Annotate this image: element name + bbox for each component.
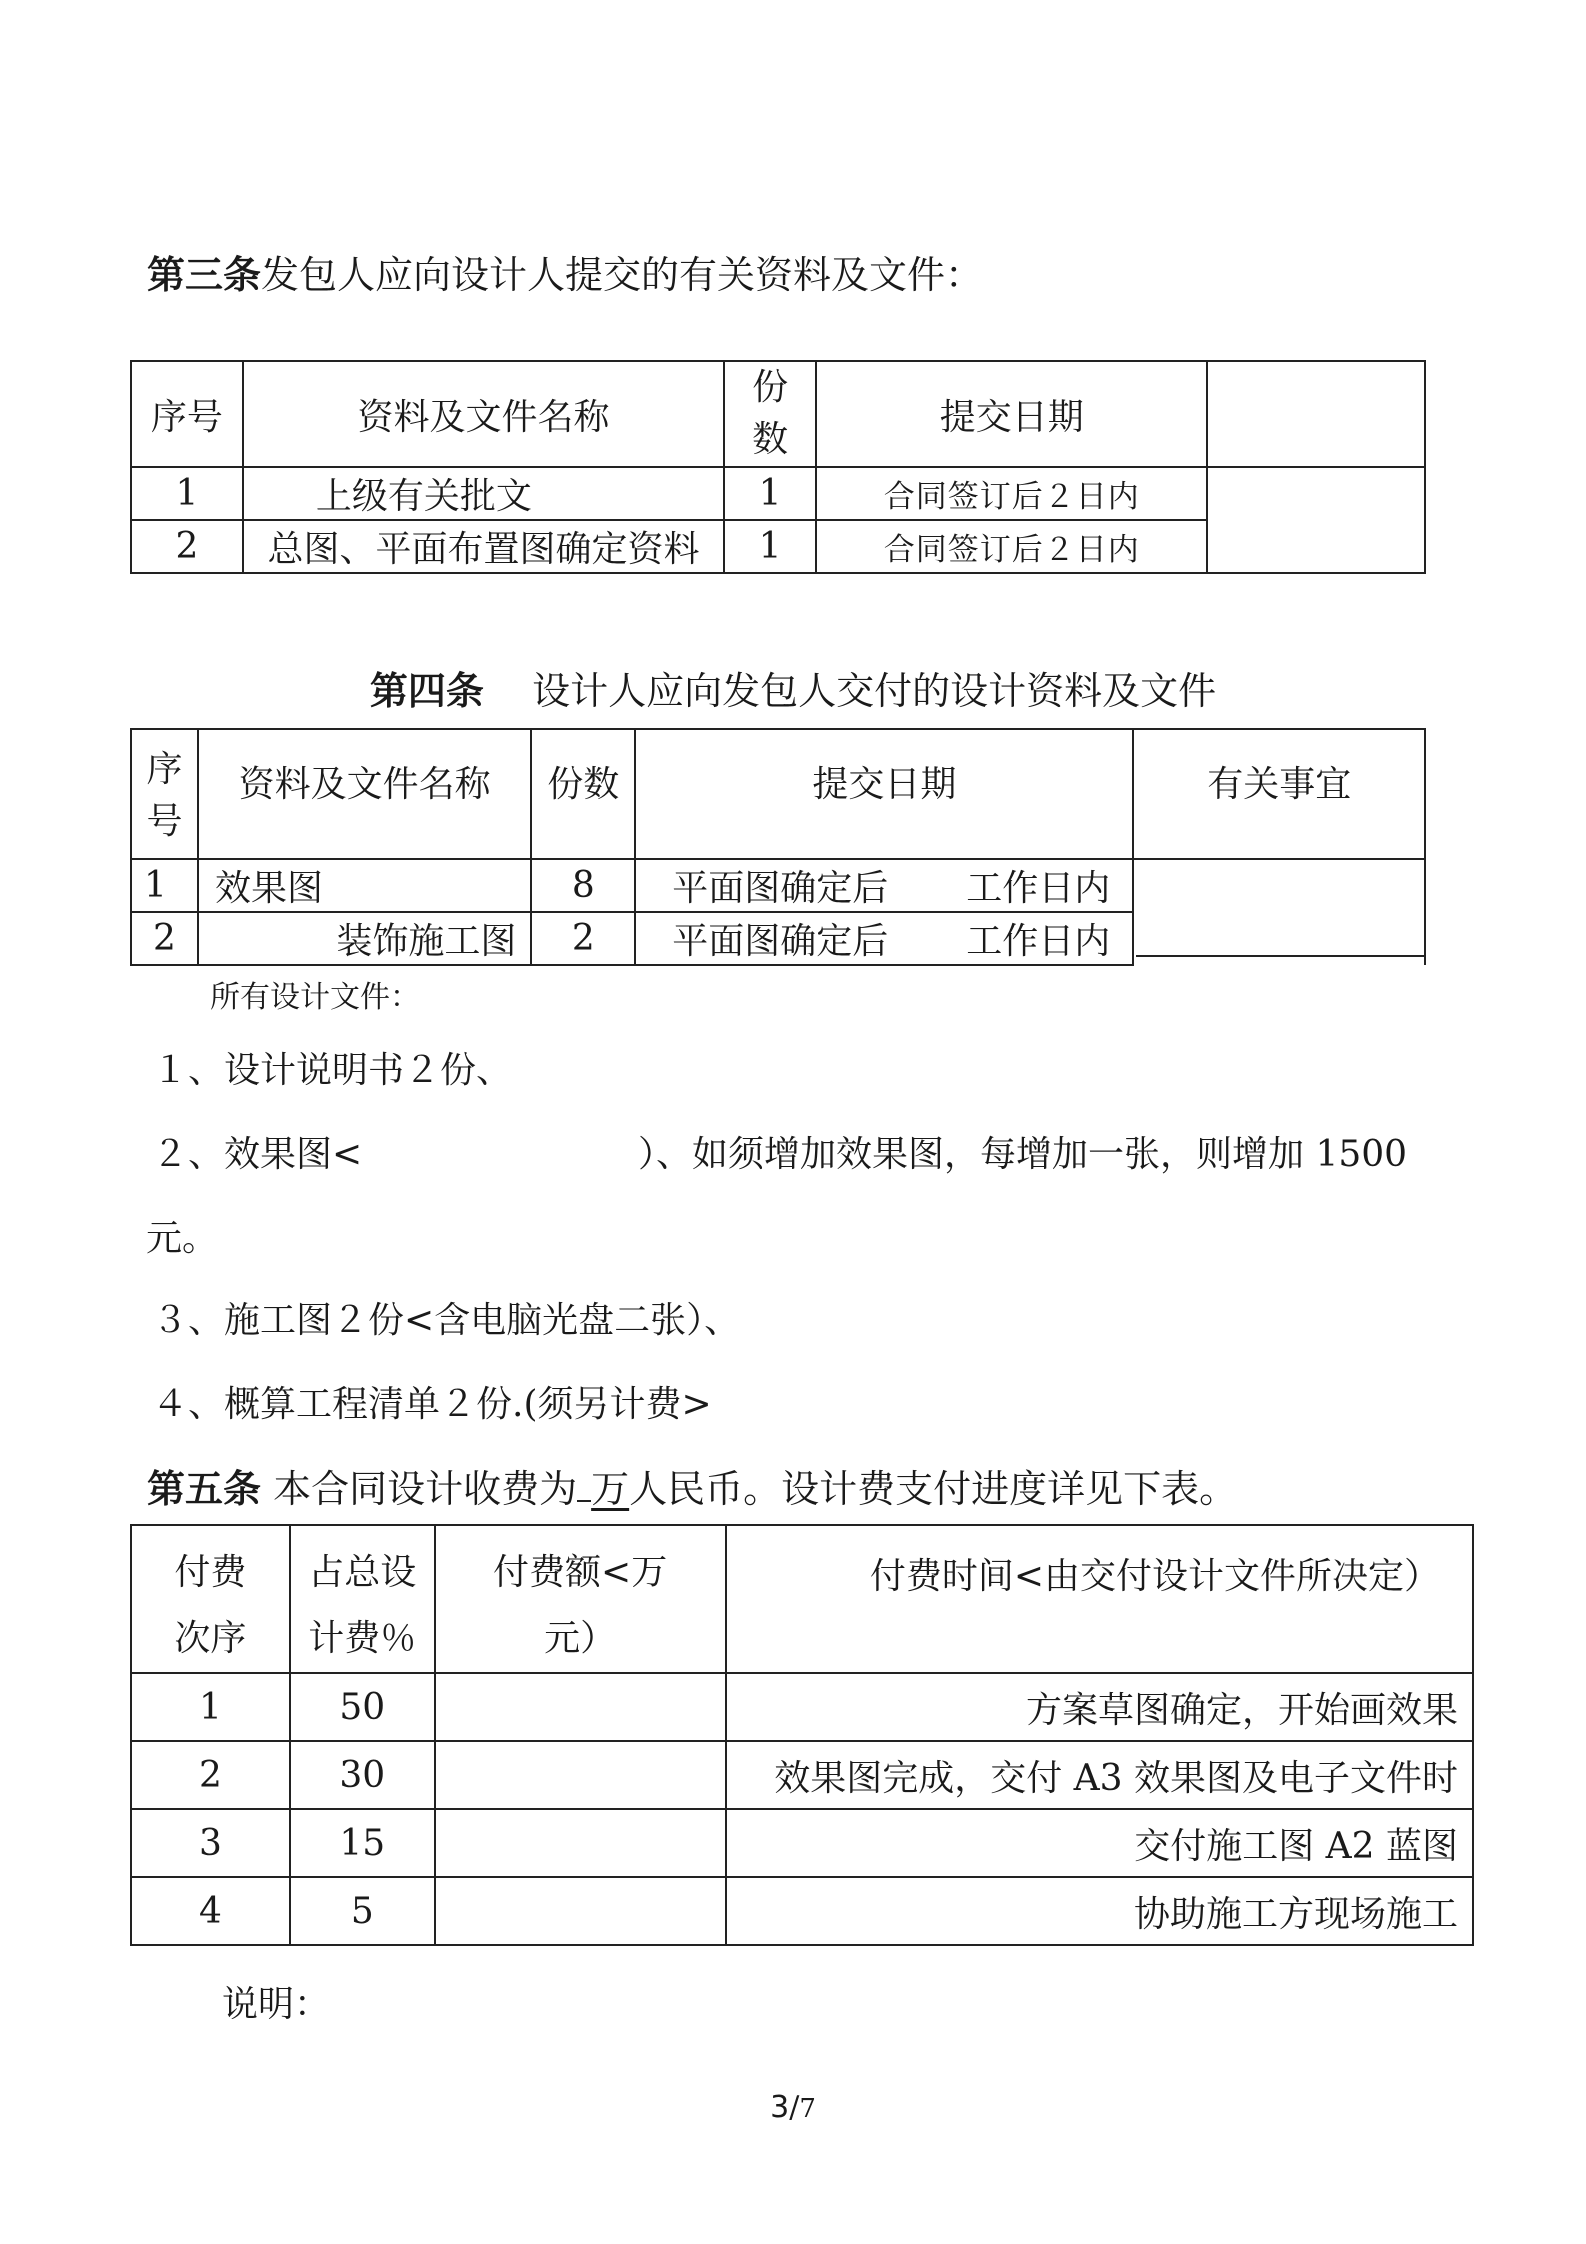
cell-time: 交付施工图 A2 蓝图 — [726, 1809, 1473, 1877]
table-row — [131, 467, 1425, 520]
header-cell: 资料及文件名称 — [243, 361, 724, 467]
header-cell: 资料及文件名称 — [198, 729, 531, 859]
cell-time: 协助施工方现场施工 — [726, 1877, 1473, 1945]
cell-copies: 1 — [724, 520, 816, 573]
cell-amount — [435, 1877, 726, 1945]
article4-text: 设计人应向发包人交付的设计资料及文件 — [532, 669, 1217, 713]
article5-label: 第五条 — [147, 1467, 262, 1511]
article5-amount: 万 — [591, 1467, 630, 1511]
header-cell: 提交日期 — [635, 729, 1133, 859]
cell-time: 方案草图确定，开始画效果 — [726, 1673, 1473, 1741]
date-part-b: 工作日内 — [966, 921, 1111, 962]
article3-label: 第三条 — [147, 253, 262, 297]
cell-no: 1 — [131, 467, 243, 520]
list-item: ）、如须增加效果图，每增加一张，则增加 1500 — [638, 1134, 1408, 1175]
table-row — [131, 1877, 1473, 1945]
header-cell — [131, 1525, 290, 1673]
article3-table — [130, 360, 1426, 574]
cell-date — [635, 912, 1133, 965]
article3-text: 发包人应向设计人提交的有关资料及文件： — [261, 253, 984, 297]
cell-percent: 50 — [290, 1673, 435, 1741]
header-copies: 份数 — [752, 367, 789, 460]
header-cell: 序号 — [131, 361, 243, 467]
header-no: 序号 — [146, 749, 183, 842]
list-item: 元。 — [146, 1218, 219, 1259]
article3-heading — [147, 244, 983, 299]
header-percent: 占总设计费％ — [308, 1552, 417, 1659]
note-label: 说明： — [222, 1984, 331, 2025]
cell-amount — [435, 1809, 726, 1877]
page-total: 7 — [799, 2094, 816, 2124]
article5-text-before: 本合同设计收费为 — [273, 1467, 578, 1511]
cell-copies: 1 — [724, 467, 816, 520]
list-item: ２、效果图< — [152, 1134, 363, 1175]
cell-percent: 5 — [290, 1877, 435, 1945]
table-row — [131, 1809, 1473, 1877]
article5-heading — [147, 1458, 1237, 1513]
list-item: １、设计说明书２份、 — [152, 1050, 513, 1091]
cell-copies: 2 — [531, 912, 635, 965]
table-row — [131, 859, 1425, 912]
cell-name: 上级有关批文 — [243, 467, 724, 520]
header-cell: 付费时间<由交付设计文件所决定） — [726, 1525, 1473, 1673]
date-part-b: 工作日内 — [966, 868, 1111, 909]
header-cell — [290, 1525, 435, 1673]
page-current: 3 — [770, 2090, 790, 2125]
header-cell: 提交日期 — [816, 361, 1207, 467]
cell-no: 1 — [131, 859, 198, 912]
article4-label: 第四条 — [369, 669, 484, 713]
cell-amount — [435, 1673, 726, 1741]
header-order: 付费次序 — [174, 1552, 247, 1659]
page-number: 3/7 — [770, 2090, 816, 2125]
article4-table — [130, 728, 1426, 966]
all-files-label: 所有设计文件： — [210, 980, 420, 1015]
header-amount: 付费额<万元） — [493, 1552, 668, 1659]
cell-no: 2 — [131, 912, 198, 965]
cell-date: 合同签订后２日内 — [816, 520, 1207, 573]
cell-no: 4 — [131, 1877, 290, 1945]
date-part-a: 平面图确定后 — [672, 921, 889, 962]
table-row — [131, 1741, 1473, 1809]
cell-time: 效果图完成，交付 A3 效果图及电子文件时 — [726, 1741, 1473, 1809]
cell-no: 2 — [131, 520, 243, 573]
cell-copies: 8 — [531, 859, 635, 912]
cell-name: 装饰施工图 — [198, 912, 531, 965]
article5-table — [130, 1524, 1474, 1946]
header-cell: 有关事宜 — [1133, 729, 1425, 859]
header-cell: 份数 — [531, 729, 635, 859]
cell-name: 总图、平面布置图确定资料 — [243, 520, 724, 573]
header-cell — [435, 1525, 726, 1673]
cell-amount — [435, 1741, 726, 1809]
cell-date — [635, 859, 1133, 912]
cell-name: 效果图 — [198, 859, 531, 912]
header-cell — [131, 729, 198, 859]
table-bottom-line — [1136, 955, 1426, 957]
table-header-row — [131, 361, 1425, 467]
header-cell — [724, 361, 816, 467]
cell-matters — [1133, 859, 1425, 965]
date-part-a: 平面图确定后 — [672, 868, 889, 909]
article5-text-after: 人民币。设计费支付进度详见下表。 — [629, 1467, 1238, 1511]
table-header-row — [131, 729, 1425, 859]
header-cell — [1207, 361, 1425, 467]
cell-percent: 15 — [290, 1809, 435, 1877]
article4-heading — [0, 660, 1586, 715]
cell-no: 1 — [131, 1673, 290, 1741]
table-row — [131, 1673, 1473, 1741]
cell-no: 3 — [131, 1809, 290, 1877]
cell-date: 合同签订后２日内 — [816, 467, 1207, 520]
cell-percent: 30 — [290, 1741, 435, 1809]
list-item: ３、施工图２份<含电脑光盘二张）、 — [152, 1300, 741, 1341]
cell-no: 2 — [131, 1741, 290, 1809]
table-header-row — [131, 1525, 1473, 1673]
list-item: ４、概算工程清单２份.(须另计费> — [152, 1384, 712, 1425]
cell-blank — [1207, 467, 1425, 573]
